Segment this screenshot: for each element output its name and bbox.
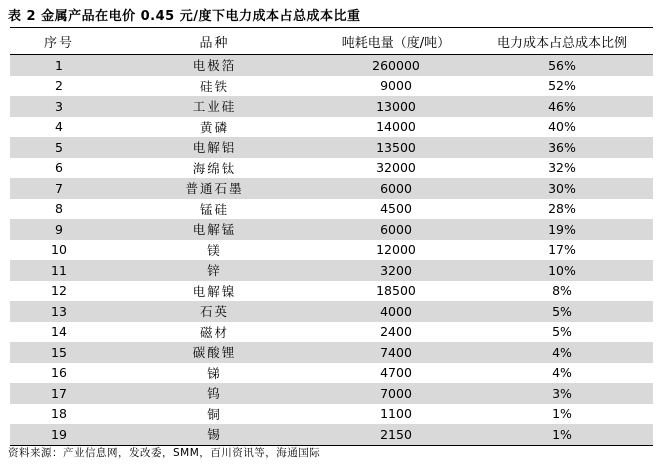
cell-power-per-ton: 12000 <box>376 242 416 258</box>
cell-power-per-ton: 6000 <box>380 221 412 237</box>
cell-product: 海绵钛 <box>192 160 237 176</box>
cell-power-cost-share: 56% <box>548 57 576 73</box>
cell-product: 电极箔 <box>192 58 237 74</box>
table-row <box>10 76 653 97</box>
cell-power-per-ton: 4500 <box>380 201 412 217</box>
table-row <box>10 322 653 343</box>
cell-product: 电解铝 <box>192 140 237 156</box>
cell-product: 锌 <box>207 263 222 279</box>
cell-power-cost-share: 36% <box>548 139 576 155</box>
cell-product: 工业硅 <box>192 99 237 115</box>
cell-power-per-ton: 7400 <box>380 344 412 360</box>
cell-power-cost-share: 28% <box>548 201 576 217</box>
cell-product: 石英 <box>199 304 229 320</box>
cell-index: 18 <box>51 406 67 422</box>
cell-index: 15 <box>51 344 67 360</box>
cell-index: 5 <box>55 139 63 155</box>
cell-index: 11 <box>51 262 67 278</box>
cell-index: 8 <box>55 201 63 217</box>
cell-index: 16 <box>51 365 67 381</box>
table-row <box>10 96 653 117</box>
table-row <box>10 342 653 363</box>
table-row <box>10 199 653 220</box>
cell-power-cost-share: 8% <box>552 283 572 299</box>
header-cell-product: 品种 <box>199 35 230 51</box>
cell-power-per-ton: 4000 <box>380 303 412 319</box>
header-cell-power-cost-share: 电力成本占总成本比例 <box>496 35 627 51</box>
cell-index: 12 <box>51 283 67 299</box>
data-table <box>10 27 653 446</box>
table-header-row <box>10 27 653 55</box>
table-row <box>10 55 653 76</box>
cell-power-cost-share: 46% <box>548 98 576 114</box>
cell-product: 镁 <box>207 242 222 258</box>
cell-product: 普通石墨 <box>185 181 244 197</box>
table-row <box>10 240 653 261</box>
table-row <box>10 281 653 302</box>
cell-product: 电解镍 <box>192 283 237 299</box>
cell-index: 7 <box>55 180 63 196</box>
table-row <box>10 363 653 384</box>
cell-index: 4 <box>55 119 63 135</box>
source-note: 资料来源：产业信息网，发改委，SMM，百川资讯等，海通国际 <box>8 447 321 459</box>
cell-power-cost-share: 10% <box>548 262 576 278</box>
cell-index: 2 <box>55 78 63 94</box>
cell-power-per-ton: 2400 <box>380 324 412 340</box>
cell-power-cost-share: 32% <box>548 160 576 176</box>
cell-index: 17 <box>51 385 67 401</box>
cell-power-per-ton: 6000 <box>380 180 412 196</box>
cell-index: 3 <box>55 98 63 114</box>
cell-power-per-ton: 260000 <box>372 57 420 73</box>
cell-power-per-ton: 7000 <box>380 385 412 401</box>
cell-product: 黄磷 <box>199 119 229 135</box>
cell-product: 电解锰 <box>192 222 237 238</box>
cell-power-per-ton: 13500 <box>376 139 416 155</box>
cell-power-per-ton: 1100 <box>380 406 412 422</box>
table-row <box>10 158 653 179</box>
cell-power-cost-share: 30% <box>548 180 576 196</box>
table-row <box>10 301 653 322</box>
cell-index: 13 <box>51 303 67 319</box>
cell-power-per-ton: 2150 <box>380 426 412 442</box>
cell-index: 9 <box>55 221 63 237</box>
table-row <box>10 117 653 138</box>
cell-product: 硅铁 <box>199 78 229 94</box>
cell-power-cost-share: 1% <box>552 426 572 442</box>
table-row <box>10 404 653 425</box>
header-cell-index: 序号 <box>43 35 74 51</box>
table-row <box>10 178 653 199</box>
cell-power-per-ton: 9000 <box>380 78 412 94</box>
cell-power-cost-share: 52% <box>548 78 576 94</box>
cell-product: 锰硅 <box>199 201 229 217</box>
cell-power-per-ton: 18500 <box>376 283 416 299</box>
table-row <box>10 260 653 281</box>
cell-index: 1 <box>55 57 63 73</box>
cell-power-cost-share: 3% <box>552 385 572 401</box>
cell-power-per-ton: 4700 <box>380 365 412 381</box>
cell-product: 碳酸锂 <box>192 345 237 361</box>
table-body <box>10 55 653 446</box>
table-row <box>10 424 653 446</box>
cell-index: 19 <box>51 426 67 442</box>
cell-power-cost-share: 4% <box>552 365 572 381</box>
cell-power-per-ton: 14000 <box>376 119 416 135</box>
cell-power-cost-share: 5% <box>552 324 572 340</box>
cell-power-per-ton: 13000 <box>376 98 416 114</box>
header-cell-power-per-ton: 吨耗电量（度/吨） <box>341 35 451 51</box>
cell-product: 钨 <box>207 386 222 402</box>
cell-product: 铜 <box>207 406 222 422</box>
cell-power-per-ton: 32000 <box>376 160 416 176</box>
cell-power-cost-share: 40% <box>548 119 576 135</box>
table-title: 表 2 金属产品在电价 0.45 元/度下电力成本占总成本比重 <box>8 9 361 24</box>
cell-power-per-ton: 3200 <box>380 262 412 278</box>
table-row <box>10 383 653 404</box>
cell-power-cost-share: 17% <box>548 242 576 258</box>
cell-product: 锡 <box>207 427 222 443</box>
table-row <box>10 137 653 158</box>
cell-index: 14 <box>51 324 67 340</box>
table-row <box>10 219 653 240</box>
cell-power-cost-share: 19% <box>548 221 576 237</box>
cell-product: 锑 <box>207 365 222 381</box>
cell-product: 磁材 <box>199 324 229 340</box>
cell-power-cost-share: 1% <box>552 406 572 422</box>
cell-power-cost-share: 5% <box>552 303 572 319</box>
cell-index: 10 <box>51 242 67 258</box>
cell-power-cost-share: 4% <box>552 344 572 360</box>
cell-index: 6 <box>55 160 63 176</box>
